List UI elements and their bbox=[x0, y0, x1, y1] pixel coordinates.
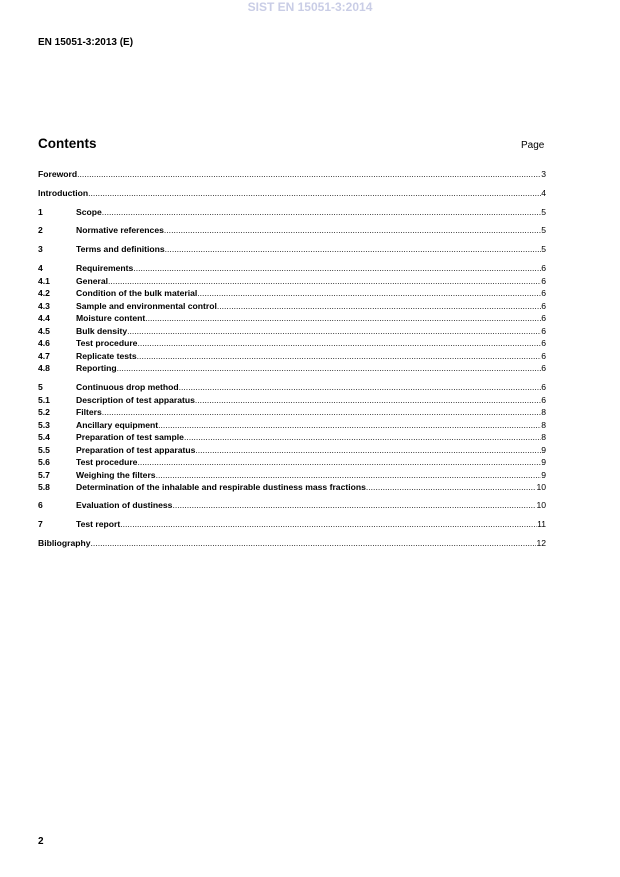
toc-leader bbox=[137, 338, 541, 349]
toc-leader bbox=[195, 395, 541, 406]
toc-entry-7[interactable] bbox=[38, 518, 546, 530]
toc-entry-title: Foreword bbox=[38, 169, 78, 179]
toc-entry-number: 2 bbox=[38, 225, 43, 235]
toc-entry-page: 8 bbox=[541, 419, 546, 430]
toc-entry-page: 9 bbox=[541, 469, 546, 480]
toc-entry-title: Preparation of test apparatus bbox=[76, 444, 196, 455]
toc-entry-title: Determination of the inhalable and respirable dustiness mass fractions bbox=[76, 482, 366, 492]
toc-entry-number: 4.2 bbox=[38, 288, 50, 298]
toc-entry-number: 5.3 bbox=[38, 419, 50, 430]
toc-entry-number: 5.2 bbox=[38, 407, 50, 417]
toc-entry-title: General bbox=[76, 275, 109, 286]
toc-entry-4-8[interactable] bbox=[38, 362, 546, 374]
toc-entry-title: Test procedure bbox=[76, 457, 138, 467]
toc-leader bbox=[108, 276, 541, 287]
toc-entry-title: Replicate tests bbox=[76, 350, 137, 361]
toc-entry-number: 1 bbox=[38, 207, 43, 217]
toc-entry-5-5[interactable] bbox=[38, 444, 546, 456]
toc-entry-number: 5.1 bbox=[38, 394, 50, 405]
toc-leader bbox=[184, 432, 541, 443]
toc-entry-title: Sample and environmental control bbox=[76, 300, 217, 311]
toc-entry-page: 6 bbox=[541, 394, 546, 405]
toc-entry-page: 4 bbox=[541, 188, 546, 198]
toc-leader bbox=[145, 313, 541, 324]
toc-entry-5-1[interactable] bbox=[38, 394, 546, 406]
toc-entry-number: 4.6 bbox=[38, 338, 50, 348]
toc-entry-4[interactable] bbox=[38, 262, 546, 274]
toc-leader bbox=[156, 470, 542, 481]
toc-leader bbox=[179, 382, 542, 393]
toc-leader bbox=[120, 519, 537, 530]
toc-entry-title: Bulk density bbox=[76, 325, 128, 336]
toc-entry-title: Introduction bbox=[38, 188, 89, 198]
toc-entry-number: 5.7 bbox=[38, 469, 50, 480]
toc-entry-page: 6 bbox=[541, 338, 546, 348]
toc-leader bbox=[197, 288, 541, 299]
toc-entry-introduction[interactable] bbox=[38, 187, 546, 199]
toc-leader bbox=[127, 326, 541, 337]
toc-entry-page: 11 bbox=[537, 519, 546, 529]
toc-entry-title: Test procedure bbox=[76, 338, 138, 348]
toc-leader bbox=[366, 482, 537, 493]
toc-entry-number: 4.3 bbox=[38, 300, 50, 311]
toc-entry-2[interactable] bbox=[38, 224, 546, 236]
toc-entry-page: 6 bbox=[541, 263, 546, 273]
toc-entry-title: Weighing the filters bbox=[76, 469, 156, 480]
toc-entry-title: Scope bbox=[76, 207, 102, 217]
page-number: 2 bbox=[38, 836, 44, 847]
toc-entry-page: 6 bbox=[541, 313, 546, 323]
toc-leader bbox=[91, 538, 537, 549]
toc-leader bbox=[77, 169, 541, 180]
toc-entry-page: 10 bbox=[536, 482, 546, 492]
toc-entry-5-2[interactable] bbox=[38, 406, 546, 418]
toc-entry-number: 3 bbox=[38, 244, 43, 254]
toc-entry-4-4[interactable] bbox=[38, 312, 546, 324]
toc-entry-5-3[interactable] bbox=[38, 419, 546, 431]
toc-leader bbox=[172, 500, 536, 511]
toc-entry-page: 6 bbox=[541, 275, 546, 286]
toc-entry-title: Ancillary equipment bbox=[76, 419, 159, 430]
toc-leader bbox=[88, 188, 541, 199]
toc-entry-page: 5 bbox=[541, 225, 546, 235]
toc-leader bbox=[133, 263, 541, 274]
toc-leader bbox=[158, 420, 541, 431]
toc-entry-title: Reporting bbox=[76, 363, 117, 373]
toc-entry-page: 10 bbox=[536, 500, 546, 510]
toc-entry-page: 6 bbox=[541, 288, 546, 298]
toc-entry-page: 6 bbox=[541, 350, 546, 361]
toc-entry-number: 5.5 bbox=[38, 444, 50, 455]
toc-leader bbox=[137, 457, 541, 468]
page-column-label: Page bbox=[521, 140, 545, 151]
toc-entry-number: 4.8 bbox=[38, 363, 50, 373]
toc-entry-number: 5 bbox=[38, 382, 43, 392]
toc-entry-4-6[interactable] bbox=[38, 337, 546, 349]
toc-entry-number: 5.6 bbox=[38, 457, 50, 467]
toc-entry-foreword[interactable] bbox=[38, 168, 546, 180]
toc-entry-page: 5 bbox=[541, 244, 546, 254]
toc-entry-5-7[interactable] bbox=[38, 469, 546, 481]
toc-entry-page: 6 bbox=[541, 325, 546, 336]
contents-title: Contents bbox=[38, 136, 97, 151]
toc-entry-title: Terms and definitions bbox=[76, 244, 165, 254]
toc-entry-number: 5.8 bbox=[38, 482, 50, 492]
toc-entry-3[interactable] bbox=[38, 243, 546, 255]
toc-entry-5-4[interactable] bbox=[38, 431, 546, 443]
toc-entry-1[interactable] bbox=[38, 206, 546, 218]
toc-entry-page: 8 bbox=[541, 432, 546, 442]
toc-entry-title: Filters bbox=[76, 407, 102, 417]
toc-entry-number: 4.4 bbox=[38, 313, 50, 323]
toc-entry-number: 4 bbox=[38, 263, 43, 273]
toc-entry-title: Preparation of test sample bbox=[76, 432, 184, 442]
toc-entry-title: Condition of the bulk material bbox=[76, 288, 198, 298]
toc-entry-number: 5.4 bbox=[38, 432, 50, 442]
document-id: EN 15051-3:2013 (E) bbox=[38, 37, 134, 48]
toc-entry-6[interactable] bbox=[38, 499, 546, 511]
toc-entry-title: Bibliography bbox=[38, 538, 91, 548]
toc-entry-page: 6 bbox=[541, 382, 546, 392]
toc-entry-4-3[interactable] bbox=[38, 300, 546, 312]
toc-entry-number: 7 bbox=[38, 519, 43, 529]
toc-leader bbox=[164, 225, 541, 236]
toc-entry-number: 4.7 bbox=[38, 350, 50, 361]
toc-entry-number: 4.5 bbox=[38, 325, 50, 336]
toc-leader bbox=[195, 445, 541, 456]
toc-entry-title: Requirements bbox=[76, 263, 134, 273]
toc-leader bbox=[102, 207, 541, 218]
toc-entry-title: Normative references bbox=[76, 225, 164, 235]
toc-entry-5[interactable] bbox=[38, 381, 546, 393]
toc-entry-5-6[interactable] bbox=[38, 456, 546, 468]
toc-entry-page: 9 bbox=[541, 444, 546, 455]
toc-entry-title: Moisture content bbox=[76, 313, 146, 323]
toc-entry-page: 6 bbox=[541, 300, 546, 311]
toc-entry-number: 4.1 bbox=[38, 275, 50, 286]
toc-entry-title: Description of test apparatus bbox=[76, 394, 195, 405]
toc-leader bbox=[217, 301, 541, 312]
toc-entry-4-5[interactable] bbox=[38, 325, 546, 337]
toc-entry-5-8[interactable] bbox=[38, 481, 546, 493]
toc-entry-4-7[interactable] bbox=[38, 350, 546, 362]
toc-entry-page: 12 bbox=[536, 538, 546, 548]
toc-entry-page: 3 bbox=[541, 169, 546, 179]
toc-entry-4-2[interactable] bbox=[38, 287, 546, 299]
toc-entry-title: Continuous drop method bbox=[76, 382, 179, 392]
toc-entry-title: Test report bbox=[76, 519, 121, 529]
toc-entry-page: 6 bbox=[541, 363, 546, 373]
toc-entry-title: Evaluation of dustiness bbox=[76, 500, 173, 510]
watermark: SIST EN 15051-3:2014 bbox=[247, 0, 373, 14]
toc-entry-4-1[interactable] bbox=[38, 275, 546, 287]
toc-entry-page: 9 bbox=[541, 457, 546, 467]
toc-entry-number: 6 bbox=[38, 500, 43, 510]
toc-leader bbox=[137, 351, 542, 362]
toc-leader bbox=[117, 363, 542, 374]
toc-leader bbox=[102, 407, 541, 418]
toc-entry-bibliography[interactable] bbox=[38, 537, 546, 549]
toc-leader bbox=[165, 244, 542, 255]
toc-entry-page: 8 bbox=[541, 407, 546, 417]
toc-entry-page: 5 bbox=[541, 207, 546, 217]
